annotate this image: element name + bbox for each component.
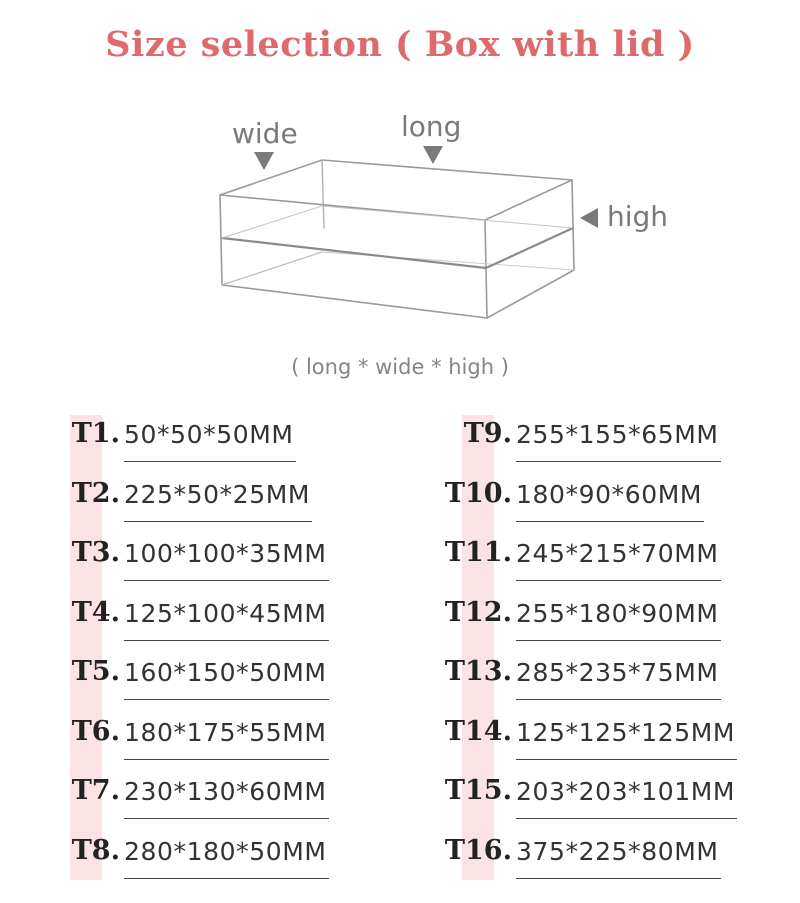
page-title: Size selection ( Box with lid ) xyxy=(105,24,695,65)
size-row xyxy=(0,597,800,649)
size-underline xyxy=(516,461,721,462)
size-row xyxy=(0,418,800,470)
size-code: T10. xyxy=(444,477,512,509)
size-value: 255*180*90MM xyxy=(516,598,719,628)
size-underline xyxy=(516,759,737,760)
size-underline xyxy=(516,818,737,819)
size-underline xyxy=(516,580,721,581)
size-code: T11. xyxy=(444,537,512,568)
size-row xyxy=(0,478,800,530)
size-code: T6. xyxy=(71,715,120,747)
size-underline xyxy=(516,640,721,641)
size-underline xyxy=(516,699,721,700)
size-value: 100*100*35MM xyxy=(124,539,327,568)
size-code: T9. xyxy=(463,418,512,449)
size-value: 125*125*125MM xyxy=(516,717,736,747)
size-row xyxy=(0,835,800,887)
size-code: T1. xyxy=(71,418,120,449)
box-drawing xyxy=(0,0,800,400)
box-diagram xyxy=(0,0,800,400)
size-value: 285*235*75MM xyxy=(516,658,719,687)
size-row xyxy=(0,716,800,768)
high-arrow-icon xyxy=(580,208,598,228)
size-value: 280*180*50MM xyxy=(124,836,327,866)
long-label: long xyxy=(401,110,462,143)
long-arrow-icon xyxy=(423,146,443,164)
size-value: 255*155*65MM xyxy=(516,420,719,449)
size-code: T2. xyxy=(71,477,120,509)
size-code: T3. xyxy=(71,537,120,568)
size-row xyxy=(0,537,800,589)
size-value: 160*150*50MM xyxy=(124,658,327,687)
size-value: 125*100*45MM xyxy=(124,598,327,628)
size-code: T5. xyxy=(71,656,120,687)
size-underline xyxy=(516,521,704,522)
size-value: 50*50*50MM xyxy=(124,420,294,449)
size-row xyxy=(0,656,800,708)
size-underline xyxy=(516,878,721,879)
size-row xyxy=(0,775,800,827)
size-value: 180*175*55MM xyxy=(124,717,327,747)
size-value: 230*130*60MM xyxy=(124,777,327,806)
size-code: T15. xyxy=(444,775,512,806)
size-code: T16. xyxy=(444,834,512,866)
dimension-caption: ( long * wide * high ) xyxy=(291,355,509,379)
size-value: 375*225*80MM xyxy=(516,836,719,866)
high-label: high xyxy=(607,200,669,233)
size-code: T8. xyxy=(71,834,120,866)
wide-arrow-icon xyxy=(254,152,274,170)
size-code: T4. xyxy=(71,596,120,628)
size-value: 203*203*101MM xyxy=(516,777,736,806)
size-value: 245*215*70MM xyxy=(516,539,719,568)
size-code: T14. xyxy=(444,715,512,747)
size-value: 180*90*60MM xyxy=(516,479,703,509)
wide-label: wide xyxy=(232,117,298,150)
size-code: T12. xyxy=(444,596,512,628)
size-code: T13. xyxy=(444,656,512,687)
size-value: 225*50*25MM xyxy=(124,479,311,509)
size-code: T7. xyxy=(71,775,120,806)
